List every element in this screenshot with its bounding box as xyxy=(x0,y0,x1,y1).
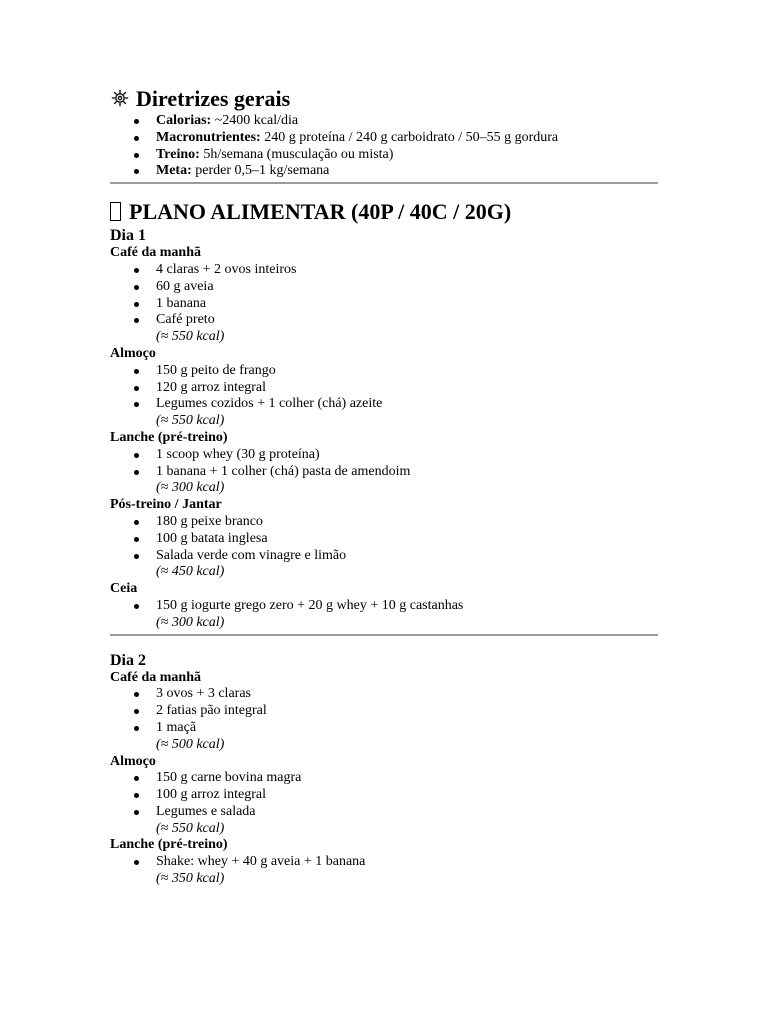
list-item: 100 g arroz integral xyxy=(156,787,658,804)
list-item: 1 banana xyxy=(156,296,658,313)
meal-items xyxy=(110,854,658,871)
meal-items xyxy=(110,262,658,329)
list-item xyxy=(156,113,658,130)
list-item: 100 g batata inglesa xyxy=(156,531,658,548)
guideline-label: Meta: xyxy=(156,163,192,179)
meal-items xyxy=(110,598,658,615)
list-item: 150 g carne bovina magra xyxy=(156,770,658,787)
day-title: Dia 1 xyxy=(110,227,146,245)
meal-kcal: (≈ 300 kcal) xyxy=(156,480,225,496)
meal-name: Ceia xyxy=(110,581,138,597)
meal-items xyxy=(110,363,658,413)
meal-name: Almoço xyxy=(110,753,156,769)
document-content xyxy=(110,84,658,888)
meal-items xyxy=(110,686,658,736)
list-item: Café preto xyxy=(156,312,658,329)
day-title: Dia 2 xyxy=(110,651,146,669)
list-item: 4 claras + 2 ovos inteiros xyxy=(156,262,658,279)
meal-name: Lanche (pré-treino) xyxy=(110,429,228,445)
meal-kcal: (≈ 500 kcal) xyxy=(156,736,225,752)
list-item: 120 g arroz integral xyxy=(156,380,658,397)
meal-kcal: (≈ 450 kcal) xyxy=(156,564,225,580)
guidelines-list xyxy=(110,113,658,180)
list-item: 150 g peito de frango xyxy=(156,363,658,380)
meal-kcal: (≈ 550 kcal) xyxy=(156,329,225,345)
list-item: 3 ovos + 3 claras xyxy=(156,686,658,703)
guideline-value: ~2400 kcal/dia xyxy=(211,113,299,128)
meal-kcal: (≈ 350 kcal) xyxy=(156,871,225,887)
plan-heading xyxy=(110,198,658,226)
list-item: Salada verde com vinagre e limão xyxy=(156,548,658,565)
gear-icon xyxy=(110,85,130,113)
meal-name: Pós-treino / Jantar xyxy=(110,497,222,513)
list-item: 1 banana + 1 colher (chá) pasta de amendoim xyxy=(156,464,658,481)
guidelines-heading xyxy=(110,85,658,113)
meal-items xyxy=(110,514,658,564)
guideline-label: Macronutrientes: xyxy=(156,129,261,145)
section-divider xyxy=(110,634,658,636)
list-item: 60 g aveia xyxy=(156,279,658,296)
meal-name: Lanche (pré-treino) xyxy=(110,837,228,853)
list-item: 150 g iogurte grego zero + 20 g whey + 10 g castanhas xyxy=(156,598,658,615)
guidelines-title: Diretrizes gerais xyxy=(136,86,291,111)
meal-kcal: (≈ 550 kcal) xyxy=(156,820,225,836)
guideline-value: 5h/semana (musculação ou mista) xyxy=(199,146,394,162)
list-item: Legumes e salada xyxy=(156,804,658,821)
guideline-label: Calorias: xyxy=(156,113,212,128)
list-item: 180 g peixe branco xyxy=(156,514,658,531)
list-item: Shake: whey + 40 g aveia + 1 banana xyxy=(156,854,658,871)
meal-kcal: (≈ 550 kcal) xyxy=(156,413,225,429)
list-item: 1 scoop whey (30 g proteína) xyxy=(156,447,658,464)
meal-name: Café da manhã xyxy=(110,245,202,261)
list-item xyxy=(156,130,658,147)
list-item xyxy=(156,147,658,164)
list-item: Legumes cozidos + 1 colher (chá) azeite xyxy=(156,396,658,413)
meal-name: Almoço xyxy=(110,345,156,361)
guideline-value: 240 g proteína / 240 g carboidrato / 50–55 g gordura xyxy=(260,129,559,145)
list-item xyxy=(156,163,658,180)
meal-kcal: (≈ 300 kcal) xyxy=(156,614,225,630)
list-item: 2 fatias pão integral xyxy=(156,703,658,720)
meal-name: Café da manhã xyxy=(110,669,202,685)
missing-glyph-icon xyxy=(110,202,121,221)
guideline-label: Treino: xyxy=(156,146,200,162)
plan-title: PLANO ALIMENTAR (40P / 40C / 20G) xyxy=(129,199,512,225)
list-item: 1 maçã xyxy=(156,720,658,737)
section-divider xyxy=(110,182,658,184)
guideline-value: perder 0,5–1 kg/semana xyxy=(191,163,330,179)
meal-items xyxy=(110,770,658,820)
meal-items xyxy=(110,447,658,481)
